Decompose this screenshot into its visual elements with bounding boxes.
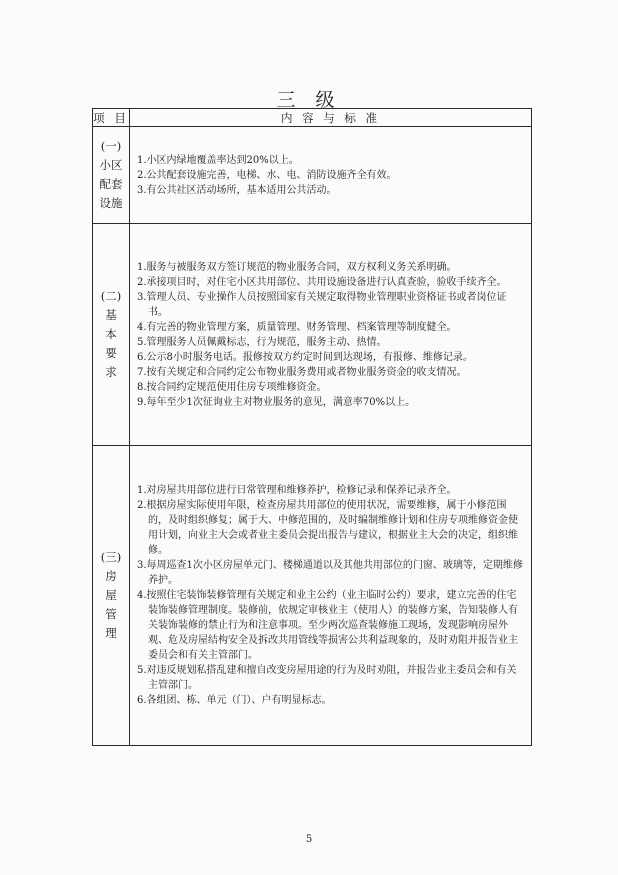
list-item: 1.对房屋共用部位进行日常管理和维修养护，检修记录和保养记录齐全。 (137, 485, 457, 496)
list-item: 3.每周巡查1次小区房屋单元门、楼梯通道以及其他共用部位的门窗、玻璃等，定期维修养护。 (137, 560, 523, 586)
table-row (93, 446, 532, 746)
list-item: 3.管理人员、专业操作人员按照国家有关规定取得物业管理职业资格证书或者岗位证书。 (137, 291, 507, 318)
header-item: 项 目 (93, 110, 129, 125)
category-line: (三) (100, 550, 122, 564)
list-item: 3.有公共社区活动场所，基本适用公共活动。 (137, 184, 337, 196)
category-line: 房 (105, 569, 117, 583)
items-cell (130, 446, 532, 746)
list-item: 6.各组团、栋、单元（门）、户有明显标志。 (137, 695, 332, 706)
list-item: 8.按合同约定规范使用住房专项维修资金。 (137, 381, 327, 393)
category-line: 配套 (99, 177, 123, 191)
page-title: 三 级 (276, 89, 342, 111)
category-line: 要 (105, 346, 117, 360)
list-item: 9.每年至少1次征询业主对物业服务的意见，满意率70%以上。 (137, 396, 416, 408)
list-item: 2.公共配套设施完善，电梯、水、电、消防设施齐全有效。 (137, 169, 397, 181)
standards-table (92, 108, 532, 746)
list-item: 4.有完善的物业管理方案，质量管理、财务管理、档案管理等制度健全。 (137, 321, 457, 333)
category-line: 基 (105, 308, 117, 322)
items-cell (130, 224, 532, 446)
list-item: 4.按照住宅装饰装修管理有关规定和业主公约（业主临时公约）要求，建立完善的住宅装饰装修管理制度。装修前，依规定审核业主（使用人）的装修方案，告知装修人有关装饰装修的禁止行为和注意事项。至少两次巡查装修施工现场，发现影响房屋外观、危及房屋结构安全及拆改共用管线等损害公共利益现象的，及时劝阻并报告业主委员会和有关主管部门。 (137, 590, 518, 661)
list-item: 1.服务与被服务双方签订规范的物业服务合同，双方权利义务关系明确。 (137, 261, 457, 273)
items-cell (130, 127, 532, 224)
category-line: 理 (105, 626, 117, 640)
page-number: 5 (305, 834, 313, 845)
category-line: (二) (100, 289, 122, 303)
category-cell (93, 127, 130, 224)
header-content: 内 容 与 标 准 (130, 109, 532, 127)
category-cell (93, 446, 130, 746)
category-line: 求 (105, 365, 117, 379)
category-line: (一) (100, 139, 122, 153)
list-item: 2.承接项目时，对住宅小区共用部位、共用设施设备进行认真查验，验收手续齐全。 (137, 276, 507, 288)
category-line: 屋 (105, 588, 117, 602)
list-item: 5.对违反规划私搭乱建和擅自改变房屋用途的行为及时劝阻，并报告业主委员会和有关主管部门。 (137, 665, 517, 691)
list-item: 5.管理服务人员佩戴标志，行为规范，服务主动、热情。 (137, 336, 387, 348)
category-line: 设施 (99, 196, 123, 210)
list-item: 1.小区内绿地覆盖率达到20%以上。 (137, 154, 299, 166)
category-cell (93, 224, 130, 446)
table-row (93, 224, 532, 446)
table-row (93, 127, 532, 224)
list-item: 2.根据房屋实际使用年限，检查房屋共用部位的使用状况，需要维修，属于小修范围的，及时组织修复；属于大、中修范围的，及时编制维修计划和住房专项维修资金使用计划，向业主大会或者业主委员会提出报告与建议，根据业主大会的决定，组织维修。 (137, 500, 518, 556)
table-header-row (93, 109, 532, 127)
list-item: 7.按有关规定和合同约定公布物业服务费用或者物业服务资金的收支情况。 (137, 366, 467, 378)
category-line: 管 (105, 607, 117, 621)
category-line: 小区 (99, 158, 123, 172)
category-line: 本 (105, 327, 117, 341)
list-item: 6.公示8小时服务电话。报修按双方约定时间到达现场，有报修、维修记录。 (137, 351, 473, 363)
